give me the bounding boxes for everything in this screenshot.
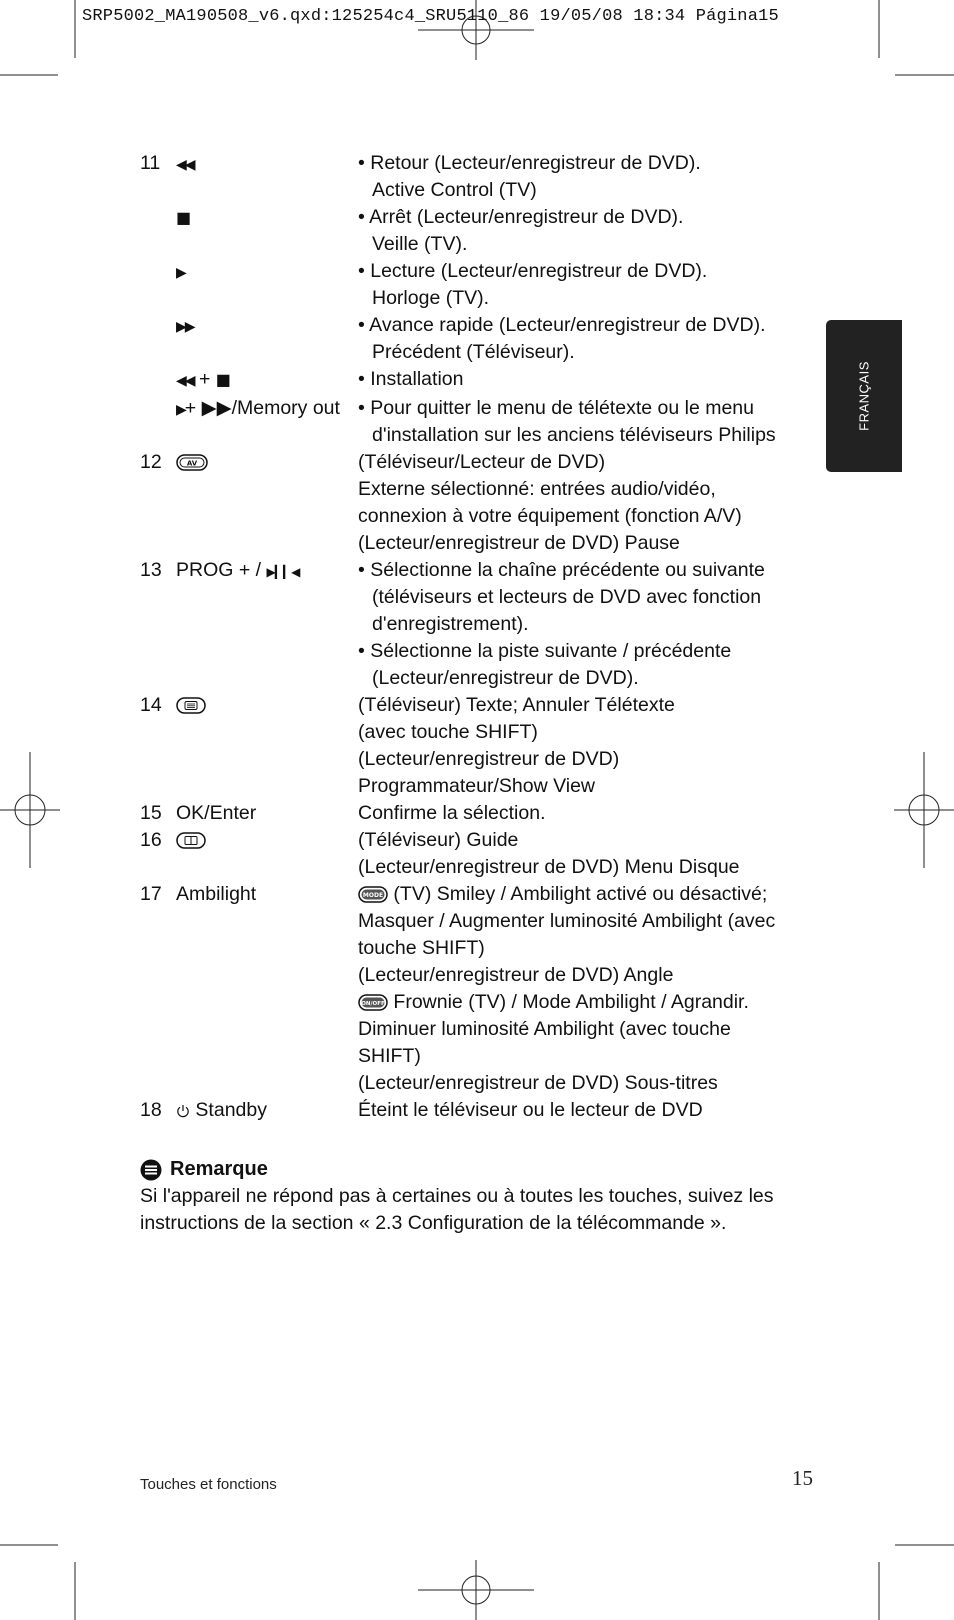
entry-11-rewind [140, 150, 820, 204]
description-line: Active Control (TV) [372, 179, 537, 201]
description-line: Veille (TV). [372, 233, 468, 255]
description-line: (Téléviseur/Lecteur de DVD) [358, 451, 606, 473]
description-line: Horloge (TV). [372, 287, 490, 309]
play-icon: ▶ [176, 265, 185, 281]
description-line: touche SHIFT) [358, 937, 485, 959]
plus-sign: + [198, 368, 211, 390]
description-line: Éteint le téléviseur ou le lecteur de DVD [358, 1099, 703, 1121]
rewind-icon: ◀◀ [176, 373, 194, 389]
memory-out-label: + ▶▶/Memory out [184, 397, 340, 419]
description-line: SHIFT) [358, 1045, 421, 1067]
prog-label: PROG + / [176, 559, 267, 581]
stop-icon: ■ [215, 370, 229, 389]
entry-11-memory-out [140, 395, 820, 449]
power-icon [176, 1103, 190, 1119]
description-line: Diminuer luminosité Ambilight (avec touche [358, 1018, 731, 1040]
language-tab [826, 320, 902, 472]
footer-section-title: Touches et fonctions [140, 1476, 277, 1493]
entry-number: 14 [140, 694, 162, 716]
description-line: • Pour quitter le menu de télétexte ou le menu [358, 397, 754, 419]
entry-11-install [140, 366, 820, 395]
note-line: Si l'appareil ne répond pas à certaines ou à toutes les touches, suivez les [140, 1185, 774, 1207]
entry-number: 17 [140, 883, 162, 905]
note-icon [140, 1159, 162, 1181]
entry-11-stop [140, 204, 820, 258]
description-line: (avec touche SHIFT) [358, 721, 538, 743]
entry-14-teletext [140, 692, 820, 800]
entry-15-ok [140, 800, 820, 827]
description-line: (Lecteur/enregistreur de DVD) Sous-titres [358, 1072, 718, 1094]
play-icon: ▶ [176, 402, 185, 418]
description-line: Externe sélectionné: entrées audio/vidéo, [358, 478, 716, 500]
fast-forward-icon: ▶▶ [176, 319, 194, 335]
description-line: • Sélectionne la piste suivante / précédente [358, 640, 732, 662]
description-line: • Sélectionne la chaîne précédente ou suivante [358, 559, 765, 581]
ambilight-label: Ambilight [176, 883, 257, 905]
description-line: (Lecteur/enregistreur de DVD) [358, 748, 620, 770]
entry-number: 15 [140, 802, 162, 824]
description-line: (Lecteur/enregistreur de DVD) Angle [358, 964, 674, 986]
mode-button-icon [358, 886, 388, 904]
next-previous-icon: ▶▎▎◀ [266, 565, 300, 579]
note-title [140, 1156, 820, 1183]
description-line [358, 881, 820, 908]
description-text: Frownie (TV) / Mode Ambilight / Agrandir. [393, 991, 749, 1013]
description-line: Confirme la sélection. [358, 802, 546, 824]
note-box [140, 1156, 820, 1237]
description-line: (téléviseurs et lecteurs de DVD avec fonction [372, 586, 762, 608]
entry-18-standby [140, 1097, 820, 1124]
print-slug: SRP5002_MA190508_v6.qxd:125254c4_SRU5110_86 19/05/08 18:34 Página15 [82, 7, 779, 26]
teletext-button-icon [176, 697, 206, 715]
description-line: (Téléviseur) Guide [358, 829, 519, 851]
description-line [358, 989, 820, 1016]
guide-button-icon [176, 832, 206, 850]
svg-text:MODE: MODE [362, 891, 384, 899]
description-line: (Lecteur/enregistreur de DVD). [372, 667, 639, 689]
description-line: d'enregistrement). [372, 613, 529, 635]
standby-label: Standby [195, 1099, 267, 1121]
entry-number: 13 [140, 559, 162, 581]
rewind-icon: ◀◀ [176, 157, 194, 173]
svg-text:ON/OFF: ON/OFF [361, 1000, 385, 1007]
entry-12-av [140, 449, 820, 557]
description-line: Masquer / Augmenter luminosité Ambilight (avec [358, 910, 776, 932]
note-title-text: Remarque [170, 1158, 268, 1180]
entry-number: 12 [140, 451, 162, 473]
av-button-icon [176, 454, 208, 472]
ok-enter-label: OK/Enter [176, 802, 257, 824]
page-number: 15 [792, 1466, 813, 1490]
entry-11-play [140, 258, 820, 312]
description-line: • Installation [358, 368, 464, 390]
description-line: Programmateur/Show View [358, 775, 595, 797]
description-line: connexion à votre équipement (fonction A/V) [358, 505, 742, 527]
description-line: • Retour (Lecteur/enregistreur de DVD). [358, 152, 701, 174]
description-line: d'installation sur les anciens téléviseurs Philips [372, 424, 776, 446]
description-line: (Lecteur/enregistreur de DVD) Menu Disque [358, 856, 740, 878]
entry-17-ambilight [140, 881, 820, 1097]
description-line: • Arrêt (Lecteur/enregistreur de DVD). [358, 206, 684, 228]
entry-16-guide [140, 827, 820, 881]
entry-number: 11 [140, 152, 161, 174]
note-line: instructions de la section « 2.3 Configuration de la télécommande ». [140, 1212, 727, 1234]
description-line: • Lecture (Lecteur/enregistreur de DVD). [358, 260, 708, 282]
svg-text:AV: AV [186, 459, 198, 468]
description-text: (TV) Smiley / Ambilight activé ou désactivé; [393, 883, 768, 905]
language-tab-label: FRANÇAIS [856, 361, 872, 431]
description-line: (Téléviseur) Texte; Annuler Télétexte [358, 694, 675, 716]
entry-number: 16 [140, 829, 162, 851]
description-line: (Lecteur/enregistreur de DVD) Pause [358, 532, 680, 554]
stop-icon: ■ [176, 208, 190, 227]
description-line: • Avance rapide (Lecteur/enregistreur de DVD). [358, 314, 766, 336]
description-line: Précédent (Téléviseur). [372, 341, 575, 363]
entry-13-prog [140, 557, 820, 692]
on-off-button-icon [358, 994, 388, 1012]
key-function-list [140, 150, 820, 1124]
entry-11-fast-forward [140, 312, 820, 366]
entry-number: 18 [140, 1099, 162, 1121]
